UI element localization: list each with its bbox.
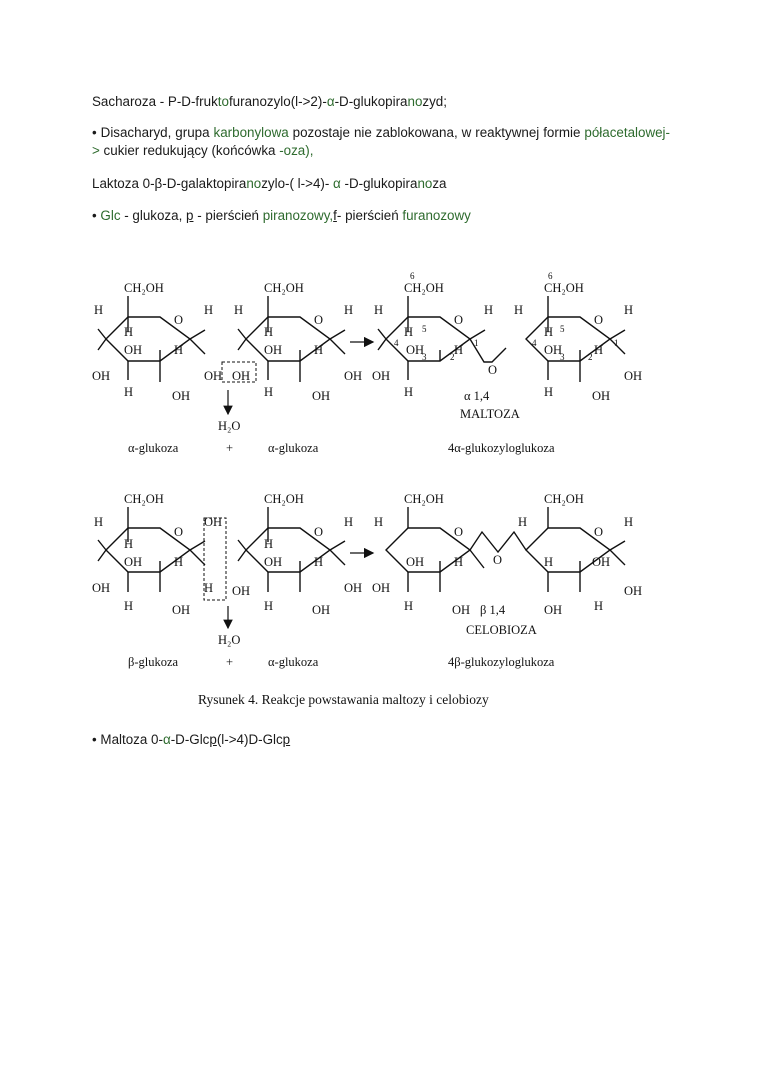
- highlight-fragment: Glc: [100, 208, 121, 223]
- h-label: H: [234, 303, 244, 317]
- h-label: H: [624, 303, 634, 317]
- glucose-ring-2a: [98, 507, 205, 592]
- oh-label: OH: [172, 603, 191, 617]
- h-label: H: [204, 581, 214, 595]
- reaction-figure: [88, 262, 668, 717]
- highlight-fragment: no: [417, 176, 433, 191]
- carbon-number: 2: [588, 352, 593, 362]
- h-label: H: [174, 343, 184, 357]
- text-fragment: zyd;: [422, 94, 447, 109]
- h-label: H: [518, 515, 528, 529]
- highlight-fragment: α: [326, 94, 335, 109]
- h-label: H: [124, 325, 134, 339]
- h-label: H: [174, 555, 184, 569]
- ring-oxygen: O: [314, 313, 324, 327]
- molecule-name: β-glukoza: [128, 655, 179, 669]
- oh-label: OH: [624, 369, 643, 383]
- h-label: H: [374, 515, 384, 529]
- h-label: H: [374, 303, 384, 317]
- text-fragment: - glukoza,: [120, 208, 187, 223]
- oh-label: OH: [544, 603, 563, 617]
- molecule-name: α-glukoza: [268, 655, 319, 669]
- h-label: H: [94, 515, 104, 529]
- h-label: H: [544, 385, 554, 399]
- carbon-number: 4: [394, 338, 399, 348]
- ring-oxygen: O: [454, 525, 464, 539]
- oh-label: OH: [452, 603, 471, 617]
- h-label: H: [124, 599, 134, 613]
- highlight-fragment: furanozowy: [402, 208, 471, 223]
- h-label: H: [484, 303, 494, 317]
- h-label: H: [314, 343, 324, 357]
- oh-label: OH: [592, 555, 611, 569]
- oh-label: OH: [406, 343, 425, 357]
- text-fragment: • Maltoza 0-: [92, 732, 163, 747]
- cellobiose-ring-1: [386, 507, 526, 592]
- text-fragment: Sacharoza - P-D-fruk: [92, 94, 218, 109]
- oh-label: OH: [592, 389, 611, 403]
- carbon-number: 4: [532, 338, 537, 348]
- highlight-fragment: karbonylowa: [213, 125, 289, 140]
- oh-label: OH: [344, 581, 363, 595]
- ch2oh-label: CH₂OH: [404, 492, 444, 506]
- h-label: H: [514, 303, 524, 317]
- oh-label: OH: [124, 555, 143, 569]
- ch2oh-label: CH₂OH: [124, 492, 164, 506]
- h-label: H: [454, 343, 464, 357]
- ring-oxygen: O: [174, 313, 184, 327]
- carbon-number: 6: [548, 271, 553, 281]
- product-name: 4α-glukozyloglukoza: [448, 441, 555, 455]
- oh-label: OH: [406, 555, 425, 569]
- h-label: H: [124, 537, 134, 551]
- h-label: H: [404, 325, 414, 339]
- water-label: H₂O: [218, 633, 241, 647]
- carbon-number: 1: [474, 338, 479, 348]
- ch2oh-label: CH₂OH: [544, 281, 584, 295]
- oh-label: OH: [124, 343, 143, 357]
- glycosidic-oxygen: O: [493, 553, 503, 567]
- carbon-number: 3: [422, 352, 427, 362]
- disacharyd-paragraph: [92, 124, 670, 160]
- h-label: H: [264, 599, 274, 613]
- oh-label: OH: [344, 369, 363, 383]
- ch2oh-label: CH₂OH: [264, 281, 304, 295]
- oh-label: OH: [372, 369, 391, 383]
- glucose-ring-1b: [238, 296, 345, 382]
- cellobiose-ring-2: [526, 507, 625, 592]
- underlined-fragment: p: [186, 208, 194, 223]
- molecule-name: α-glukoza: [268, 441, 319, 455]
- highlight-fragment: półacetalowej->: [92, 125, 670, 158]
- h-label: H: [624, 515, 634, 529]
- figure-caption: Rysunek 4. Reakcje powstawania maltozy i celobiozy: [198, 692, 489, 707]
- ch2oh-label: CH₂OH: [404, 281, 444, 295]
- h-label: H: [204, 303, 214, 317]
- oh-label: OH: [204, 515, 223, 529]
- disaccharide-title: MALTOZA: [460, 407, 520, 421]
- highlight-fragment: no: [246, 176, 262, 191]
- ch2oh-label: CH₂OH: [544, 492, 584, 506]
- h-label: H: [594, 599, 604, 613]
- bond-type: β 1,4: [480, 603, 506, 617]
- text-fragment: -D-glukopira: [340, 176, 418, 191]
- h-label: H: [344, 303, 354, 317]
- highlight-fragment: to: [217, 94, 229, 109]
- highlight-fragment: piranozowy,: [262, 208, 334, 223]
- sacharoza-line: [92, 93, 670, 111]
- h-label: H: [404, 385, 414, 399]
- text-fragment: - pierścień: [336, 208, 403, 223]
- text-fragment: -D-Glc: [170, 732, 210, 747]
- oh-label: OH: [624, 584, 643, 598]
- bond-type: α 1,4: [464, 389, 490, 403]
- oh-label: OH: [372, 581, 391, 595]
- text-fragment: Laktoza 0-β-D-galaktopira: [92, 176, 247, 191]
- h-label: H: [264, 537, 274, 551]
- oh-label: OH: [92, 369, 111, 383]
- h-label: H: [404, 599, 414, 613]
- glycosidic-oxygen: O: [488, 363, 498, 377]
- molecule-name: α-glukoza: [128, 441, 179, 455]
- maltoza-line: [92, 731, 670, 749]
- ring-oxygen: O: [594, 525, 604, 539]
- product-name: 4β-glukozyloglukoza: [448, 655, 555, 669]
- text-fragment: - pierścień: [193, 208, 263, 223]
- underlined-fragment: f: [333, 208, 337, 223]
- text-fragment: (l->4)D-Glc: [216, 732, 283, 747]
- h-label: H: [314, 555, 324, 569]
- water-label: H₂O: [218, 419, 241, 433]
- text-fragment: za: [432, 176, 447, 191]
- text-fragment: -D-glukopira: [334, 94, 408, 109]
- text-fragment: cukier redukujący (końcówka: [99, 143, 280, 158]
- underlined-fragment: p: [282, 732, 291, 747]
- carbon-number: 3: [560, 352, 565, 362]
- oh-label: OH: [264, 343, 283, 357]
- highlight-fragment: no: [407, 94, 423, 109]
- text-fragment: • Disacharyd, grupa: [92, 125, 214, 140]
- ch2oh-label: CH₂OH: [264, 492, 304, 506]
- oh-label: OH: [264, 555, 283, 569]
- h-label: H: [124, 385, 134, 399]
- highlight-fragment: α: [162, 732, 171, 747]
- glucose-ring-2b: [238, 507, 345, 592]
- plus-sign: +: [226, 441, 234, 455]
- maltose-ring-2: [526, 296, 625, 382]
- underlined-fragment: p: [209, 732, 217, 747]
- oh-label: OH: [172, 389, 191, 403]
- h-label: H: [94, 303, 104, 317]
- carbon-number: 1: [614, 338, 619, 348]
- laktoza-line: [92, 175, 670, 193]
- h-label: H: [544, 555, 554, 569]
- oh-label: OH: [204, 369, 223, 383]
- oh-label: OH: [312, 603, 331, 617]
- h-label: H: [594, 343, 604, 357]
- ring-oxygen: O: [174, 525, 184, 539]
- oh-label: OH: [232, 369, 251, 383]
- bullet-fragment: •: [92, 208, 101, 223]
- oh-label: OH: [544, 343, 563, 357]
- highlight-fragment: α: [333, 176, 341, 191]
- h-label: H: [264, 385, 274, 399]
- disaccharide-title: CELOBIOZA: [466, 623, 537, 637]
- highlight-fragment: -oza),: [279, 143, 314, 158]
- ring-oxygen: O: [314, 525, 324, 539]
- oh-label: OH: [92, 581, 111, 595]
- ch2oh-label: CH₂OH: [124, 281, 164, 295]
- h-label: H: [454, 555, 464, 569]
- ring-oxygen: O: [594, 313, 604, 327]
- h-label: H: [344, 515, 354, 529]
- text-fragment: pozostaje nie zablokowana, w reaktywnej formie: [288, 125, 585, 140]
- oh-label: OH: [232, 584, 251, 598]
- carbon-number: 6: [410, 271, 415, 281]
- glc-line: [92, 207, 670, 225]
- text-fragment: zylo-( l->4)-: [261, 176, 334, 191]
- plus-sign: +: [226, 655, 234, 669]
- text-fragment: furanozylo(l->2)-: [228, 94, 327, 109]
- carbon-number: 2: [450, 352, 455, 362]
- carbon-number: 5: [560, 324, 565, 334]
- ring-oxygen: O: [454, 313, 464, 327]
- glucose-ring-1a: [98, 296, 205, 382]
- carbon-number: 5: [422, 324, 427, 334]
- h-label: H: [264, 325, 274, 339]
- h-label: H: [544, 325, 554, 339]
- oh-label: OH: [312, 389, 331, 403]
